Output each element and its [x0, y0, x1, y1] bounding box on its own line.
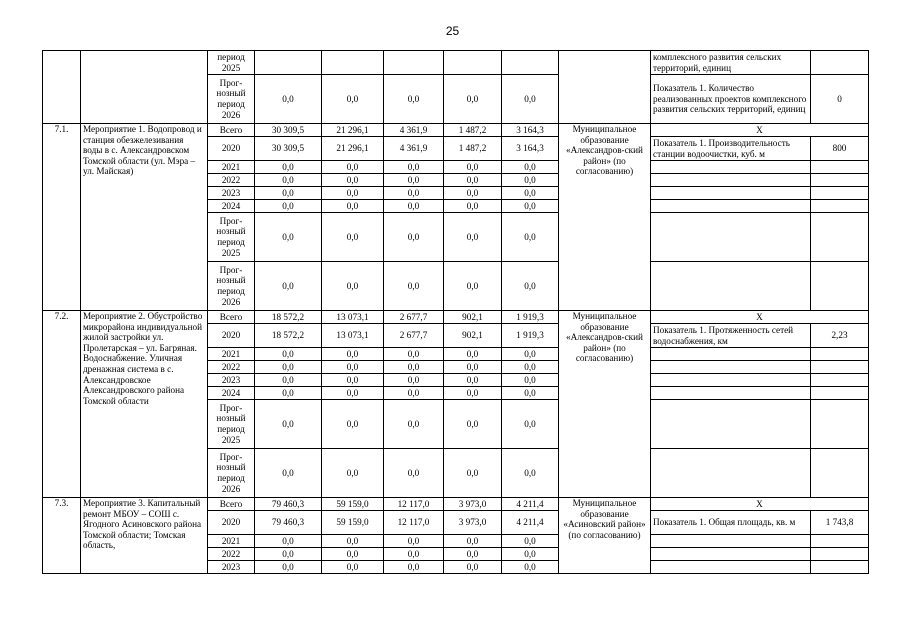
indicator-value-cell	[811, 200, 869, 213]
value-cell: 0,0	[502, 361, 559, 374]
value-cell: 902,1	[444, 324, 502, 348]
indicator-value-cell	[811, 174, 869, 187]
period-cell: 2022	[208, 174, 255, 187]
table-row	[43, 498, 869, 511]
value-cell: 30 309,5	[255, 124, 322, 137]
period-cell: Прог-нозный период 2026	[208, 75, 255, 124]
value-cell: 0,0	[255, 400, 322, 449]
x-mark-cell: Х	[651, 311, 869, 324]
period-cell: 2022	[208, 548, 255, 561]
value-cell: 59 159,0	[322, 511, 384, 535]
value-cell: 0,0	[444, 187, 502, 200]
period-cell: Прог-нозный период 2025	[208, 400, 255, 449]
value-cell: 0,0	[255, 561, 322, 574]
value-cell: 0,0	[384, 400, 444, 449]
indicator-value-cell	[811, 548, 869, 561]
value-cell: 1 487,2	[444, 137, 502, 161]
value-cell: 0,0	[384, 174, 444, 187]
value-cell: 0,0	[322, 361, 384, 374]
value-cell: 30 309,5	[255, 137, 322, 161]
table-row	[43, 124, 869, 137]
value-cell: 0,0	[384, 75, 444, 124]
x-mark-cell: Х	[651, 124, 869, 137]
period-year: 2025	[221, 62, 241, 73]
x-mark-cell: Х	[651, 498, 869, 511]
value-cell: 12 117,0	[384, 498, 444, 511]
value-cell: 0,0	[384, 213, 444, 262]
value-cell: 0,0	[255, 535, 322, 548]
value-cell: 0,0	[255, 174, 322, 187]
indicator-cell	[651, 561, 811, 574]
value-cell: 0,0	[384, 161, 444, 174]
indicator-cell: Показатель 1. Протяженность сетей водоснабжения, км	[651, 324, 811, 348]
indicator-value-cell	[811, 561, 869, 574]
value-cell: 0,0	[444, 200, 502, 213]
value-cell: 0,0	[255, 161, 322, 174]
indicator-value-cell: 0	[811, 75, 869, 124]
period-cell: 2024	[208, 387, 255, 400]
value-cell: 0,0	[255, 548, 322, 561]
indicator-cell	[651, 174, 811, 187]
name-cell: Мероприятие 2. Обустройство микрорайона индивидуальной жилой застройки ул. Пролетарская – ул. Багряная. Водоснабжение. Уличная дренажная система в с. Александровское Александровского района Томской области	[81, 311, 208, 498]
program-table	[42, 50, 869, 574]
value-cell: 4 361,9	[384, 137, 444, 161]
indicator-cell: комплексного развития сельских территорий, единиц	[651, 51, 811, 75]
value-cell: 0,0	[322, 213, 384, 262]
value-cell: 59 159,0	[322, 498, 384, 511]
value-cell: 0,0	[384, 200, 444, 213]
indicator-value-cell	[811, 51, 869, 75]
value-cell: 0,0	[502, 187, 559, 200]
indicator-cell: Показатель 1. Количество реализованных проектов комплексного развития сельских территорий, единиц	[651, 75, 811, 124]
executor-cell: Муниципальное образование «Асиновский район» (по согласованию)	[559, 498, 651, 574]
value-cell	[322, 51, 384, 75]
value-cell: 0,0	[255, 449, 322, 498]
period-cell: 2020	[208, 137, 255, 161]
value-cell: 0,0	[322, 200, 384, 213]
value-cell: 0,0	[502, 548, 559, 561]
value-cell: 4 211,4	[502, 511, 559, 535]
num-cell: 7.3.	[43, 498, 81, 574]
indicator-cell	[651, 200, 811, 213]
period-cell: 2021	[208, 348, 255, 361]
period-cell: Всего	[208, 124, 255, 137]
value-cell: 0,0	[322, 348, 384, 361]
value-cell: 0,0	[255, 387, 322, 400]
value-cell: 0,0	[502, 561, 559, 574]
value-cell: 0,0	[255, 262, 322, 311]
indicator-cell	[651, 374, 811, 387]
period-cell: Всего	[208, 311, 255, 324]
value-cell: 0,0	[255, 361, 322, 374]
indicator-cell	[651, 187, 811, 200]
value-cell: 4 361,9	[384, 124, 444, 137]
value-cell: 0,0	[444, 449, 502, 498]
indicator-cell	[651, 548, 811, 561]
value-cell: 0,0	[255, 213, 322, 262]
indicator-value-cell: 2,23	[811, 324, 869, 348]
value-cell: 0,0	[502, 161, 559, 174]
period-cell: 2021	[208, 161, 255, 174]
value-cell: 0,0	[444, 374, 502, 387]
value-cell: 0,0	[322, 561, 384, 574]
page-number: 25	[445, 24, 460, 38]
value-cell: 0,0	[255, 75, 322, 124]
indicator-cell	[651, 348, 811, 361]
period-cell	[208, 51, 255, 75]
value-cell: 0,0	[444, 174, 502, 187]
value-cell: 0,0	[384, 374, 444, 387]
value-cell: 0,0	[384, 548, 444, 561]
value-cell	[255, 51, 322, 75]
indicator-value-cell	[811, 449, 869, 498]
num-cell: 7.2.	[43, 311, 81, 498]
indicator-value-cell	[811, 374, 869, 387]
value-cell: 0,0	[322, 262, 384, 311]
value-cell: 18 572,2	[255, 311, 322, 324]
indicator-cell	[651, 161, 811, 174]
value-cell: 13 073,1	[322, 324, 384, 348]
indicator-value-cell: 800	[811, 137, 869, 161]
executor-cell: Муниципальное образование «Александров-ский район» (по согласованию)	[559, 124, 651, 311]
value-cell: 0,0	[444, 213, 502, 262]
indicator-value-cell	[811, 361, 869, 374]
value-cell: 1 919,3	[502, 324, 559, 348]
value-cell: 12 117,0	[384, 511, 444, 535]
value-cell: 3 164,3	[502, 124, 559, 137]
indicator-value-cell	[811, 161, 869, 174]
value-cell: 0,0	[502, 262, 559, 311]
value-cell	[502, 51, 559, 75]
value-cell: 4 211,4	[502, 498, 559, 511]
value-cell: 0,0	[444, 387, 502, 400]
value-cell: 0,0	[322, 75, 384, 124]
value-cell: 2 677,7	[384, 311, 444, 324]
value-cell: 0,0	[255, 200, 322, 213]
indicator-cell: Показатель 1. Производительность станции водоочистки, куб. м	[651, 137, 811, 161]
value-cell: 0,0	[384, 387, 444, 400]
value-cell: 0,0	[502, 200, 559, 213]
value-cell: 0,0	[502, 374, 559, 387]
value-cell: 13 073,1	[322, 311, 384, 324]
period-cell: 2023	[208, 374, 255, 387]
period-cell: 2020	[208, 511, 255, 535]
indicator-value-cell	[811, 187, 869, 200]
indicator-cell	[651, 387, 811, 400]
indicator-cell	[651, 361, 811, 374]
indicator-value-cell	[811, 262, 869, 311]
indicator-value-cell: 1 743,8	[811, 511, 869, 535]
value-cell: 79 460,3	[255, 511, 322, 535]
table-row	[43, 311, 869, 324]
value-cell: 3 973,0	[444, 498, 502, 511]
value-cell: 0,0	[444, 348, 502, 361]
value-cell: 0,0	[384, 449, 444, 498]
value-cell: 0,0	[255, 374, 322, 387]
value-cell: 21 296,1	[322, 124, 384, 137]
period-cell: 2021	[208, 535, 255, 548]
value-cell: 1 487,2	[444, 124, 502, 137]
value-cell: 21 296,1	[322, 137, 384, 161]
value-cell: 0,0	[255, 348, 322, 361]
value-cell: 0,0	[322, 374, 384, 387]
value-cell: 0,0	[322, 449, 384, 498]
indicator-value-cell	[811, 535, 869, 548]
value-cell: 0,0	[502, 387, 559, 400]
indicator-value-cell	[811, 400, 869, 449]
table-row	[43, 51, 869, 75]
value-cell: 0,0	[444, 361, 502, 374]
value-cell: 0,0	[502, 174, 559, 187]
value-cell: 0,0	[444, 400, 502, 449]
value-cell: 0,0	[444, 161, 502, 174]
indicator-cell	[651, 449, 811, 498]
name-cell	[81, 51, 208, 124]
executor-cell: Муниципальное образование «Александров-ский район» (по согласованию)	[559, 311, 651, 498]
value-cell: 0,0	[322, 187, 384, 200]
period-text: период	[217, 51, 245, 62]
name-cell: Мероприятие 1. Водопровод и станция обезжелезивания воды в с. Александровском Томской области (ул. Мэра – ул. Майская)	[81, 124, 208, 311]
value-cell: 0,0	[322, 161, 384, 174]
indicator-value-cell	[811, 387, 869, 400]
value-cell: 3 973,0	[444, 511, 502, 535]
period-cell: Всего	[208, 498, 255, 511]
value-cell: 0,0	[322, 548, 384, 561]
value-cell: 0,0	[444, 535, 502, 548]
value-cell: 0,0	[502, 449, 559, 498]
value-cell	[444, 51, 502, 75]
value-cell: 0,0	[384, 187, 444, 200]
executor-cell	[559, 51, 651, 124]
num-cell	[43, 51, 81, 124]
value-cell: 0,0	[384, 361, 444, 374]
value-cell: 0,0	[502, 535, 559, 548]
indicator-cell	[651, 400, 811, 449]
indicator-cell	[651, 213, 811, 262]
indicator-cell	[651, 535, 811, 548]
value-cell: 0,0	[444, 561, 502, 574]
value-cell: 0,0	[322, 400, 384, 449]
value-cell: 1 919,3	[502, 311, 559, 324]
indicator-value-cell	[811, 348, 869, 361]
value-cell: 3 164,3	[502, 137, 559, 161]
period-cell: Прог-нозный период 2026	[208, 449, 255, 498]
period-cell: 2023	[208, 561, 255, 574]
value-cell: 0,0	[444, 75, 502, 124]
value-cell: 2 677,7	[384, 324, 444, 348]
value-cell: 0,0	[255, 187, 322, 200]
period-cell: Прог-нозный период 2026	[208, 262, 255, 311]
period-cell: 2023	[208, 187, 255, 200]
value-cell: 79 460,3	[255, 498, 322, 511]
value-cell: 0,0	[322, 387, 384, 400]
num-cell: 7.1.	[43, 124, 81, 311]
indicator-cell: Показатель 1. Общая площадь, кв. м	[651, 511, 811, 535]
value-cell: 18 572,2	[255, 324, 322, 348]
value-cell: 0,0	[444, 262, 502, 311]
indicator-cell	[651, 262, 811, 311]
value-cell: 0,0	[322, 174, 384, 187]
period-cell: 2024	[208, 200, 255, 213]
period-cell: Прог-нозный период 2025	[208, 213, 255, 262]
period-cell: 2020	[208, 324, 255, 348]
value-cell: 0,0	[384, 348, 444, 361]
value-cell: 0,0	[502, 75, 559, 124]
value-cell: 0,0	[444, 548, 502, 561]
value-cell: 0,0	[384, 561, 444, 574]
value-cell: 0,0	[502, 213, 559, 262]
value-cell: 0,0	[384, 535, 444, 548]
value-cell: 0,0	[502, 348, 559, 361]
period-cell: 2022	[208, 361, 255, 374]
value-cell: 0,0	[322, 535, 384, 548]
value-cell: 902,1	[444, 311, 502, 324]
indicator-value-cell	[811, 213, 869, 262]
value-cell: 0,0	[502, 400, 559, 449]
value-cell	[384, 51, 444, 75]
value-cell: 0,0	[384, 262, 444, 311]
name-cell: Мероприятие 3. Капитальный ремонт МБОУ – СОШ с. Ягодного Асиновского района Томской области; Томская область,	[81, 498, 208, 574]
